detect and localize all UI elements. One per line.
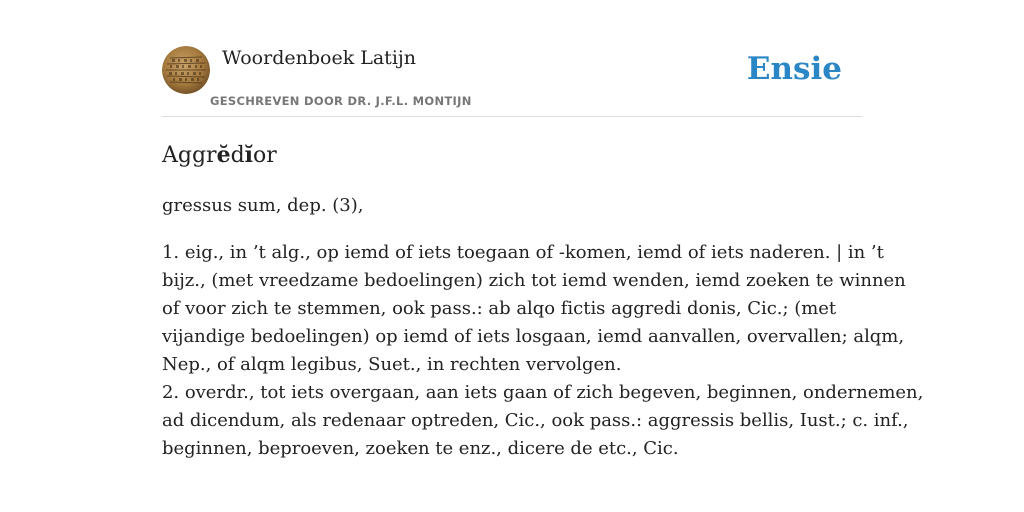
author-byline: GESCHREVEN DOOR DR. J.F.L. MONTIJN: [210, 94, 472, 108]
headword-part: d: [230, 143, 245, 168]
definition-line: Nep., of alqm legibus, Suet., in rechten vervolgen.: [162, 354, 622, 375]
headword-part-marked: ĕ: [216, 142, 231, 168]
definition-line: beginnen, beproeven, zoeken te enz., dicere de etc., Cic.: [162, 438, 679, 459]
definition-line: vijandige bedoelingen) op iemd of iets losgaan, iemd aanvallen, overvallen; alqm,: [162, 326, 905, 347]
definition-line: 2. overdr., tot iets overgaan, aan iets gaan of zich begeven, beginnen, ondernemen,: [162, 382, 924, 403]
dictionary-entry: [162, 139, 924, 463]
dictionary-title-link[interactable]: Woordenboek Latijn: [222, 47, 417, 69]
avatar[interactable]: [162, 46, 210, 94]
definition-line: of voor zich te stemmen, ook pass.: ab alqo fictis aggredi donis, Cic.; (met: [162, 298, 837, 319]
headword-part: or: [253, 143, 277, 168]
definition-line: bijz., (met vreedzame bedoelingen) zich tot iemd wenden, iemd zoeken te winnen: [162, 270, 906, 291]
definition-line: ad dicendum, als redenaar optreden, Cic., ook pass.: aggressis bellis, Iust.; c. inf.,: [162, 410, 909, 431]
entry-grammar: gressus sum, dep. (3),: [162, 195, 364, 216]
headword-part-marked: ĭ: [244, 142, 254, 168]
entry-definition: [162, 239, 924, 463]
headword-part: Aggr: [162, 143, 217, 168]
definition-line: 1. eig., in ’t alg., op iemd of iets toegaan of -komen, iemd of iets naderen. | in ’t: [162, 242, 884, 263]
dictionary-header: [162, 46, 862, 117]
bronze-inscription-icon: [162, 46, 210, 94]
ensie-logo-link[interactable]: Ensie: [746, 51, 842, 87]
entry-headword: [162, 139, 862, 172]
